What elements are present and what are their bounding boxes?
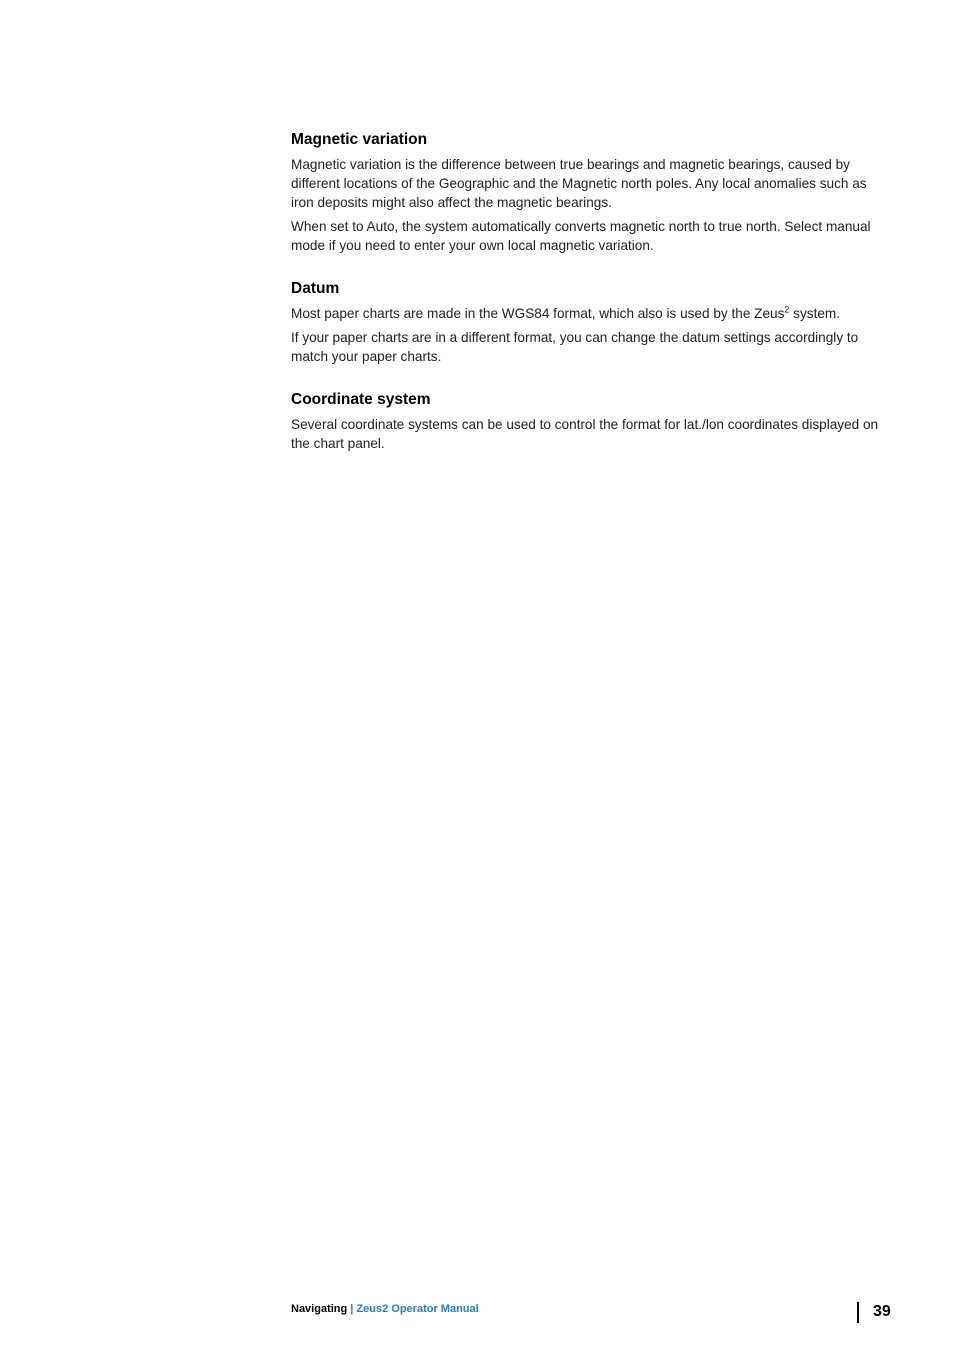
page-footer bbox=[291, 1301, 479, 1317]
paragraph-text: system. bbox=[789, 306, 841, 321]
page-number-divider bbox=[857, 1302, 859, 1323]
paragraph: If your paper charts are in a different format, you can change the datum settings accordingly to match your paper charts. bbox=[291, 330, 859, 364]
paragraph bbox=[291, 304, 886, 323]
section-heading: Datum bbox=[291, 280, 340, 297]
page-number-block bbox=[857, 1301, 891, 1323]
section-heading: Coordinate system bbox=[291, 391, 431, 408]
footer-manual-title: | Zeus2 Operator Manual bbox=[350, 1303, 479, 1315]
paragraph: Several coordinate systems can be used to control the format for lat./lon coordinates displayed on the chart panel. bbox=[291, 417, 879, 451]
section-magnetic-variation bbox=[291, 130, 886, 255]
footer-chapter: Navigating bbox=[291, 1303, 348, 1315]
section-heading: Magnetic variation bbox=[291, 131, 428, 148]
page-number: 39 bbox=[873, 1303, 891, 1320]
section-coordinate-system bbox=[291, 390, 886, 453]
paragraph-text: Most paper charts are made in the WGS84 format, which also is used by the Zeus bbox=[291, 306, 785, 321]
section-datum bbox=[291, 279, 886, 366]
paragraph: Magnetic variation is the difference between true bearings and magnetic bearings, caused by different locations of the Geographic and the Magnetic north poles. Any local anomalies such as iron deposits might also affect the magnetic bearings. bbox=[291, 157, 867, 210]
superscript: 2 bbox=[784, 304, 790, 315]
paragraph: When set to Auto, the system automatically converts magnetic north to true north. Select manual mode if you need to enter your own local magnetic variation. bbox=[291, 219, 871, 253]
page-content bbox=[291, 130, 886, 477]
